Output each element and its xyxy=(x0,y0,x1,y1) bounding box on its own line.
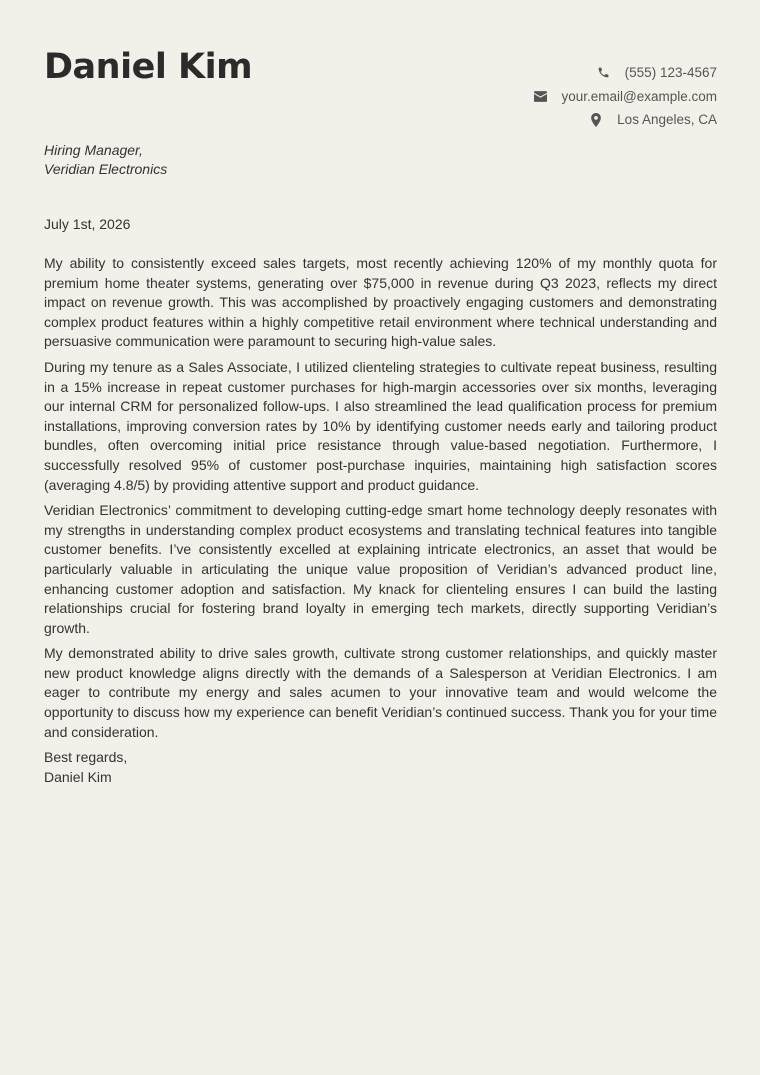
cover-letter-page xyxy=(44,0,717,785)
letter-body xyxy=(44,254,717,787)
map-pin-icon xyxy=(589,113,603,127)
body-paragraph: My demonstrated ability to drive sales growth, cultivate strong customer relationships, and quickly master new product knowledge aligns directly with the demands of a Salesperson at Veridian Electronics. I am eager to contribute my energy and sales acumen to your innovative team and would welcome the opportunity to discuss how my experience can benefit Veridian’s continued success. Thank you for your time and consideration. xyxy=(44,645,717,740)
contact-location xyxy=(533,108,717,132)
phone-text: (555) 123-4567 xyxy=(624,65,717,81)
contact-info xyxy=(533,61,717,132)
letter-date: July 1st, 2026 xyxy=(44,216,131,232)
body-paragraph: During my tenure as a Sales Associate, I utilized clienteling strategies to cultivate repeat business, resulting in a 15% increase in repeat customer purchases for high-margin accessories over six months, leveraging our internal CRM for personalized follow-ups. I also streamlined the lead qualification process for premium installations, improving conversion rates by 10% by identifying customer needs early and tailoring product bundles, often overcoming initial price resistance through value-based negotiation. Furthermore, I successfully resolved 95% of customer post-purchase inquiries, maintaining high satisfaction scores (averaging 4.8/5) by providing attentive support and product guidance. xyxy=(44,358,717,493)
recipient-block xyxy=(44,141,167,179)
recipient-company: Veridian Electronics xyxy=(44,161,168,177)
letter-closing xyxy=(44,748,717,787)
email-text: your.email@example.com xyxy=(561,88,717,104)
recipient-title: Hiring Manager, xyxy=(44,142,143,158)
location-text: Los Angeles, CA xyxy=(617,112,717,128)
letter-header xyxy=(44,0,717,140)
applicant-name: Daniel Kim xyxy=(44,47,253,87)
body-paragraph: My ability to consistently exceed sales targets, most recently achieving 120% of my monthly quota for premium home theater systems, generating over $75,000 in revenue during Q3 2023, reflects my direct impact on revenue growth. This was accomplished by proactively engaging customers and demonstrating complex product features within a highly competitive retail environment where technical understanding and persuasive communication were paramount to securing high-value sales. xyxy=(44,255,717,350)
closing-signature: Daniel Kim xyxy=(44,768,112,785)
contact-email xyxy=(533,85,717,109)
envelope-icon xyxy=(533,89,547,103)
contact-phone xyxy=(533,61,717,85)
closing-salutation: Best regards, xyxy=(44,749,128,766)
phone-icon xyxy=(597,66,611,80)
body-paragraph: Veridian Electronics’ commitment to developing cutting-edge smart home technology deeply resonates with my strengths in understanding complex product ecosystems and translating technical features into tangible customer benefits. I’ve consistently excelled at explaining intricate electronics, an asset that would be particularly valuable in articulating the unique value proposition of Veridian’s advanced product line, enhancing customer adoption and satisfaction. My knack for clienteling ensures I can build the lasting relationships crucial for fostering brand loyalty in emerging tech markets, directly supporting Veridian’s growth. xyxy=(44,502,717,636)
